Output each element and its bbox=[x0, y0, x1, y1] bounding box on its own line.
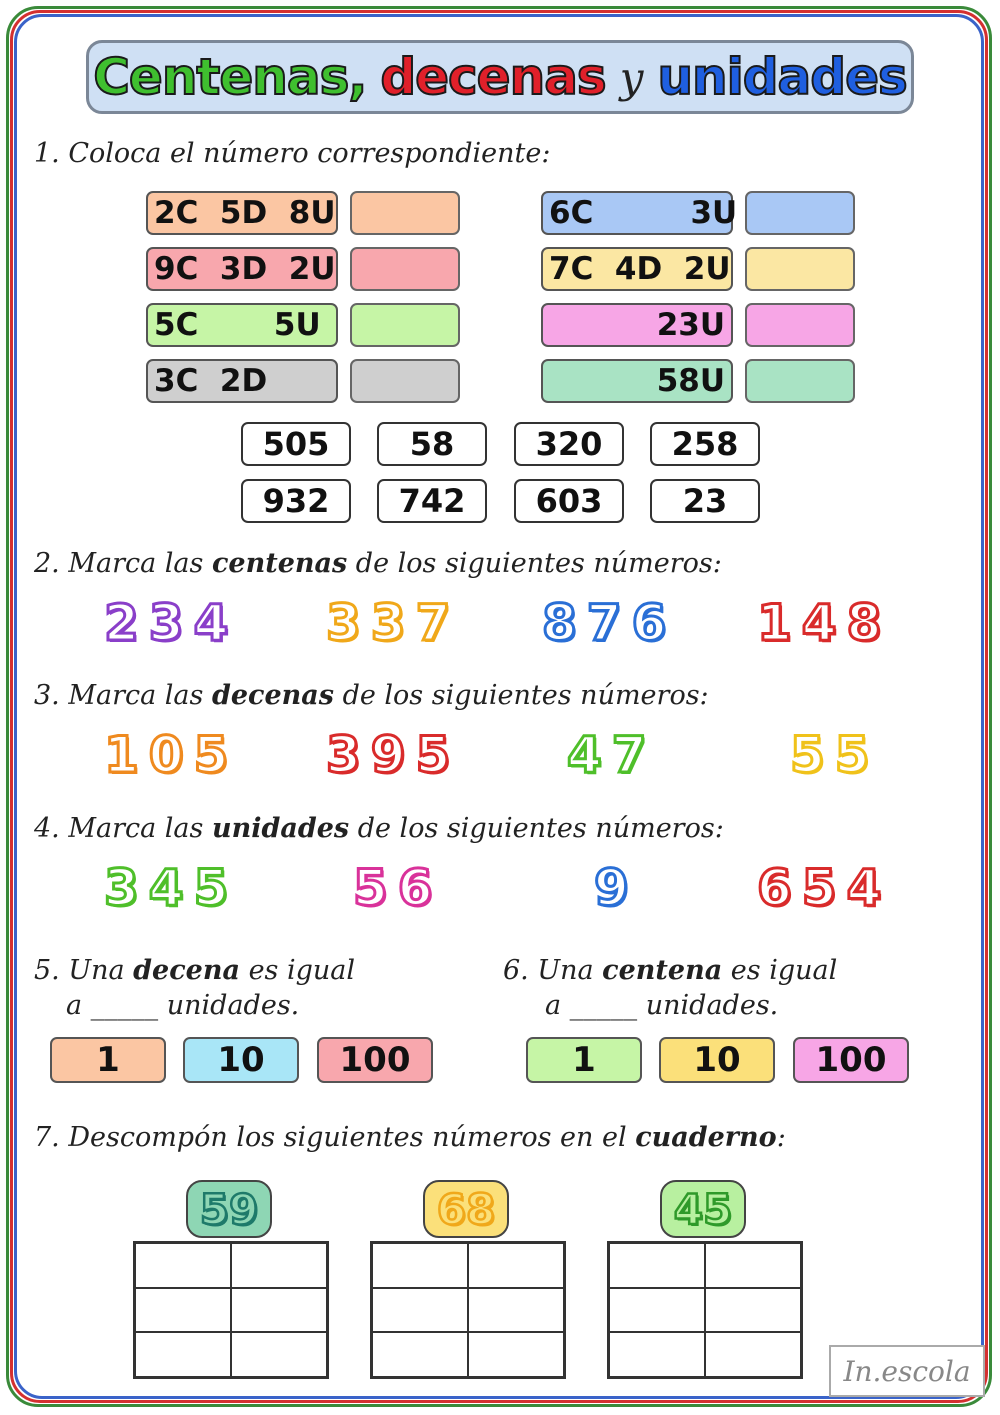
answer-option[interactable]: 1 bbox=[526, 1037, 642, 1083]
question-3-label bbox=[34, 680, 709, 711]
digit[interactable] bbox=[611, 726, 647, 784]
digit[interactable] bbox=[148, 594, 184, 652]
number-option[interactable]: 23 bbox=[650, 479, 760, 523]
badge-number: 45 bbox=[673, 1184, 733, 1234]
table-cell[interactable] bbox=[468, 1243, 564, 1288]
place-value-box: 9C 3D 2U bbox=[146, 247, 338, 291]
digit-glyph: 4 bbox=[846, 859, 882, 917]
question-5-post: es igual bbox=[239, 955, 356, 986]
digit-glyph: 9 bbox=[594, 859, 629, 917]
digit[interactable] bbox=[846, 859, 882, 917]
question-6-line-2: a _____ unidades. bbox=[545, 990, 779, 1021]
digit[interactable] bbox=[542, 594, 577, 652]
digit[interactable] bbox=[104, 594, 139, 652]
digit[interactable] bbox=[326, 726, 361, 784]
number-group bbox=[567, 725, 647, 785]
question-5-pre: 5. Una bbox=[34, 955, 134, 986]
digit-glyph: 3 bbox=[370, 594, 406, 652]
table-cell[interactable] bbox=[372, 1288, 468, 1333]
digit[interactable] bbox=[834, 726, 870, 784]
digit-glyph: 3 bbox=[104, 859, 139, 917]
badge-number: 68 bbox=[436, 1184, 496, 1234]
digit-glyph: 3 bbox=[326, 726, 361, 784]
number-option[interactable]: 505 bbox=[241, 422, 351, 466]
digit[interactable] bbox=[594, 859, 629, 917]
number-group bbox=[104, 593, 228, 653]
table-cell[interactable] bbox=[135, 1332, 231, 1377]
question-3-label-bold: decenas bbox=[211, 680, 334, 711]
question-3-label-pre: 3. Marca las bbox=[34, 680, 212, 711]
table-cell[interactable] bbox=[705, 1332, 801, 1377]
digit-glyph: 3 bbox=[148, 594, 184, 652]
digit[interactable] bbox=[370, 594, 406, 652]
number-option[interactable]: 932 bbox=[241, 479, 351, 523]
title-word-y: y bbox=[619, 52, 644, 102]
digit[interactable] bbox=[801, 859, 837, 917]
decomposition-table[interactable] bbox=[607, 1241, 803, 1379]
question-2-label-bold: centenas bbox=[211, 548, 348, 579]
title-word-unidades: unidades bbox=[657, 48, 907, 106]
question-5-line-2: a _____ unidades. bbox=[66, 990, 300, 1021]
digit-glyph: 5 bbox=[790, 726, 825, 784]
digit-glyph: 6 bbox=[631, 594, 667, 652]
answer-box[interactable] bbox=[350, 359, 460, 403]
digit-glyph: 5 bbox=[193, 859, 229, 917]
number-option[interactable]: 58 bbox=[377, 422, 487, 466]
digit[interactable] bbox=[757, 594, 792, 652]
answer-option[interactable]: 10 bbox=[183, 1037, 299, 1083]
number-group bbox=[757, 858, 881, 918]
answer-box[interactable] bbox=[350, 191, 460, 235]
digit-glyph: 6 bbox=[757, 859, 792, 917]
title-banner bbox=[86, 40, 914, 114]
number-option[interactable]: 258 bbox=[650, 422, 760, 466]
decomposition-table[interactable] bbox=[133, 1241, 329, 1379]
table-cell[interactable] bbox=[135, 1288, 231, 1333]
question-5-bold: decena bbox=[133, 955, 240, 986]
table-cell[interactable] bbox=[609, 1332, 705, 1377]
number-option[interactable]: 603 bbox=[514, 479, 624, 523]
number-group bbox=[353, 858, 433, 918]
question-5-line-1 bbox=[34, 955, 355, 986]
number-option[interactable]: 742 bbox=[377, 479, 487, 523]
digit-glyph: 5 bbox=[353, 859, 388, 917]
digit-glyph: 5 bbox=[801, 859, 837, 917]
table-cell[interactable] bbox=[609, 1243, 705, 1288]
place-value-box: 5C 5U bbox=[146, 303, 338, 347]
table-cell[interactable] bbox=[135, 1243, 231, 1288]
digit-glyph: 7 bbox=[586, 594, 622, 652]
digit[interactable] bbox=[326, 594, 361, 652]
digit[interactable] bbox=[415, 726, 451, 784]
place-value-box: 7C 4D 2U bbox=[541, 247, 733, 291]
table-cell[interactable] bbox=[705, 1288, 801, 1333]
table-cell[interactable] bbox=[468, 1332, 564, 1377]
digit[interactable] bbox=[415, 594, 451, 652]
answer-option[interactable]: 1 bbox=[50, 1037, 166, 1083]
answer-option[interactable]: 10 bbox=[659, 1037, 775, 1083]
digit-glyph: 1 bbox=[757, 594, 792, 652]
table-cell[interactable] bbox=[372, 1332, 468, 1377]
digit-glyph: 1 bbox=[104, 726, 139, 784]
answer-box[interactable] bbox=[350, 303, 460, 347]
digit[interactable] bbox=[104, 726, 139, 784]
place-value-box: 6C 3U bbox=[541, 191, 733, 235]
number-option[interactable]: 320 bbox=[514, 422, 624, 466]
digit-glyph: 4 bbox=[567, 726, 602, 784]
digit[interactable] bbox=[586, 594, 622, 652]
digit[interactable] bbox=[193, 859, 229, 917]
badge-number: 59 bbox=[199, 1184, 259, 1234]
digit[interactable] bbox=[846, 594, 882, 652]
digit-glyph: 0 bbox=[148, 726, 184, 784]
decomposition-table[interactable] bbox=[370, 1241, 566, 1379]
digit-glyph: 3 bbox=[326, 594, 361, 652]
question-4-label-post: de los siguientes números: bbox=[349, 813, 724, 844]
question-4-label-pre: 4. Marca las bbox=[34, 813, 212, 844]
question-2-label-pre: 2. Marca las bbox=[34, 548, 212, 579]
table-cell[interactable] bbox=[231, 1243, 327, 1288]
question-6-line-1 bbox=[503, 955, 837, 986]
digit-glyph: 2 bbox=[104, 594, 139, 652]
number-group bbox=[104, 858, 228, 918]
table-cell[interactable] bbox=[231, 1332, 327, 1377]
digit[interactable] bbox=[790, 726, 825, 784]
question-3-label-post: de los siguientes números: bbox=[333, 680, 709, 711]
question-2-label bbox=[34, 548, 722, 579]
number-group bbox=[326, 725, 450, 785]
answer-option[interactable]: 100 bbox=[793, 1037, 909, 1083]
number-badge bbox=[186, 1180, 272, 1238]
digit-glyph: 8 bbox=[846, 594, 882, 652]
answer-option[interactable]: 100 bbox=[317, 1037, 433, 1083]
number-group bbox=[326, 593, 450, 653]
question-6-bold: centena bbox=[602, 955, 723, 986]
answer-box[interactable] bbox=[350, 247, 460, 291]
number-group bbox=[542, 593, 666, 653]
table-cell[interactable] bbox=[231, 1288, 327, 1333]
question-7-label-pre: 7. Descompón los siguientes números en el bbox=[34, 1122, 636, 1153]
digit-glyph: 6 bbox=[397, 859, 433, 917]
title-word-decenas: decenas bbox=[380, 48, 606, 106]
digit[interactable] bbox=[193, 594, 229, 652]
question-2-label-post: de los siguientes números: bbox=[347, 548, 722, 579]
digit[interactable] bbox=[397, 859, 433, 917]
digit[interactable] bbox=[801, 594, 837, 652]
number-group bbox=[104, 725, 228, 785]
digit-glyph: 8 bbox=[542, 594, 577, 652]
digit[interactable] bbox=[370, 726, 406, 784]
digit-glyph: 5 bbox=[415, 726, 451, 784]
digit[interactable] bbox=[567, 726, 602, 784]
question-7-label bbox=[34, 1122, 786, 1153]
question-6-pre: 6. Una bbox=[503, 955, 603, 986]
digit-glyph: 5 bbox=[834, 726, 870, 784]
digit[interactable] bbox=[193, 726, 229, 784]
table-cell[interactable] bbox=[705, 1243, 801, 1288]
digit[interactable] bbox=[757, 859, 792, 917]
answer-box[interactable] bbox=[745, 303, 855, 347]
number-badge bbox=[423, 1180, 509, 1238]
question-4-label-bold: unidades bbox=[211, 813, 350, 844]
digit-glyph: 4 bbox=[801, 594, 837, 652]
answer-box[interactable] bbox=[745, 247, 855, 291]
watermark-logo: In.escola bbox=[829, 1345, 985, 1397]
digit-glyph: 5 bbox=[193, 726, 229, 784]
digit-glyph: 9 bbox=[370, 726, 406, 784]
number-group bbox=[594, 858, 629, 918]
place-value-box: 23U bbox=[541, 303, 733, 347]
number-group bbox=[790, 725, 870, 785]
digit[interactable] bbox=[104, 859, 139, 917]
question-4-label bbox=[34, 813, 724, 844]
answer-box[interactable] bbox=[745, 191, 855, 235]
digit-glyph: 4 bbox=[148, 859, 184, 917]
digit[interactable] bbox=[631, 594, 667, 652]
digit[interactable] bbox=[148, 859, 184, 917]
place-value-box: 58U bbox=[541, 359, 733, 403]
question-7-label-bold: cuaderno bbox=[635, 1122, 777, 1153]
table-cell[interactable] bbox=[372, 1243, 468, 1288]
digit-glyph: 7 bbox=[611, 726, 647, 784]
title-word-centenas: Centenas, bbox=[93, 48, 367, 106]
answer-box[interactable] bbox=[745, 359, 855, 403]
digit[interactable] bbox=[148, 726, 184, 784]
place-value-box: 3C 2D bbox=[146, 359, 338, 403]
digit-glyph: 4 bbox=[193, 594, 229, 652]
digit[interactable] bbox=[353, 859, 388, 917]
digit-glyph: 7 bbox=[415, 594, 451, 652]
question-1-label: 1. Coloca el número correspondiente: bbox=[34, 138, 551, 169]
place-value-box: 2C 5D 8U bbox=[146, 191, 338, 235]
number-group bbox=[757, 593, 881, 653]
question-6-post: es igual bbox=[722, 955, 838, 986]
table-cell[interactable] bbox=[468, 1288, 564, 1333]
question-7-label-post: : bbox=[776, 1122, 786, 1153]
table-cell[interactable] bbox=[609, 1288, 705, 1333]
number-badge bbox=[660, 1180, 746, 1238]
